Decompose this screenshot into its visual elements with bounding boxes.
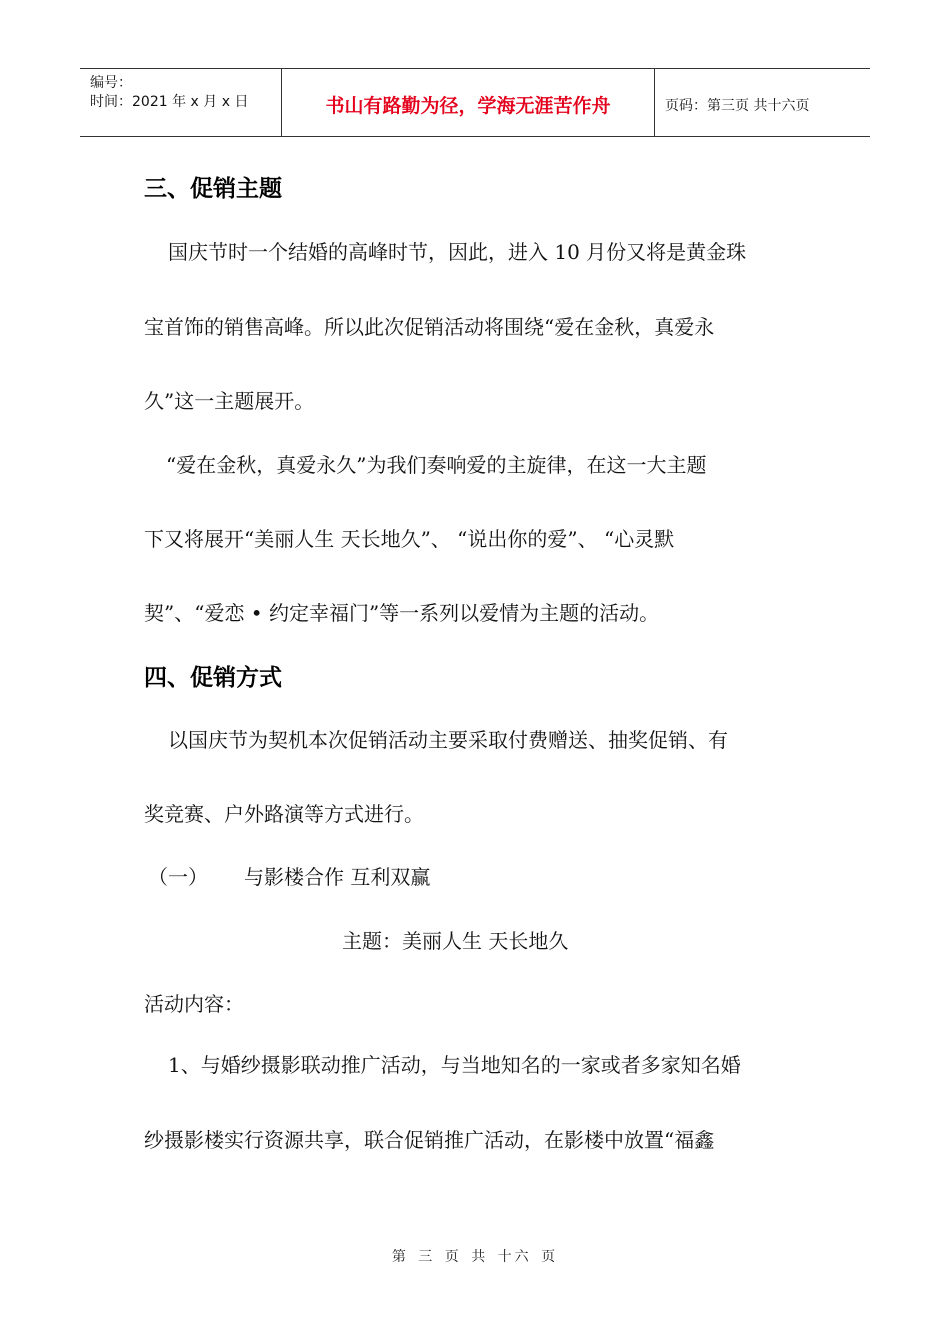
section-3-paragraph-1-line-2: 宝首饰的销售高峰。所以此次促销活动将围绕“爱在金秋，真爱永	[144, 315, 715, 339]
item-1-line-1: 1、与婚纱摄影联动推广活动，与当地知名的一家或者多家知名婚	[168, 1053, 741, 1077]
document-time-label: 时间：2021 年 x 月 x 日	[90, 94, 249, 110]
header-info-cell	[80, 69, 282, 136]
header-motto-cell	[282, 69, 655, 136]
subsection-1-theme: 主题：美丽人生 天长地久	[342, 929, 569, 953]
activity-content-label: 活动内容：	[144, 992, 244, 1016]
section-3-paragraph-1-line-3: 久”这一主题展开。	[144, 389, 315, 413]
page-footer: 第 三 页 共 十六 页	[391, 1249, 559, 1265]
header-page-cell	[655, 69, 870, 136]
item-1-line-2: 纱摄影楼实行资源共享，联合促销推广活动，在影楼中放置“福鑫	[144, 1128, 715, 1152]
section-3-paragraph-1-line-1: 国庆节时一个结婚的高峰时节，因此，进入 10 月份又将是黄金珠	[168, 240, 747, 264]
section-4-title: 四、促销方式	[144, 665, 282, 691]
subsection-1-number: （一）	[148, 865, 208, 889]
header-motto: 书山有路勤为径，学海无涯苦作舟	[325, 95, 611, 117]
section-4-paragraph-1-line-2: 奖竞赛、户外路演等方式进行。	[144, 802, 424, 826]
section-3-title: 三、促销主题	[144, 176, 282, 202]
subsection-1-title: 与影楼合作 互利双赢	[244, 865, 431, 889]
document-number-label: 编号：	[90, 75, 132, 91]
header-page-label: 页码：第三页 共十六页	[665, 98, 810, 114]
section-3-paragraph-2-line-3: 契”、“爱恋 • 约定幸福门”等一系列以爱情为主题的活动。	[144, 601, 660, 625]
section-3-paragraph-2-line-2: 下又将展开“美丽人生 天长地久”、 “说出你的爱”、 “心灵默	[144, 527, 675, 551]
page-header	[80, 68, 870, 137]
section-3-paragraph-2-line-1: “爱在金秋，真爱永久”为我们奏响爱的主旋律，在这一大主题	[166, 453, 707, 477]
section-4-paragraph-1-line-1: 以国庆节为契机本次促销活动主要采取付费赠送、抽奖促销、有	[168, 728, 728, 752]
